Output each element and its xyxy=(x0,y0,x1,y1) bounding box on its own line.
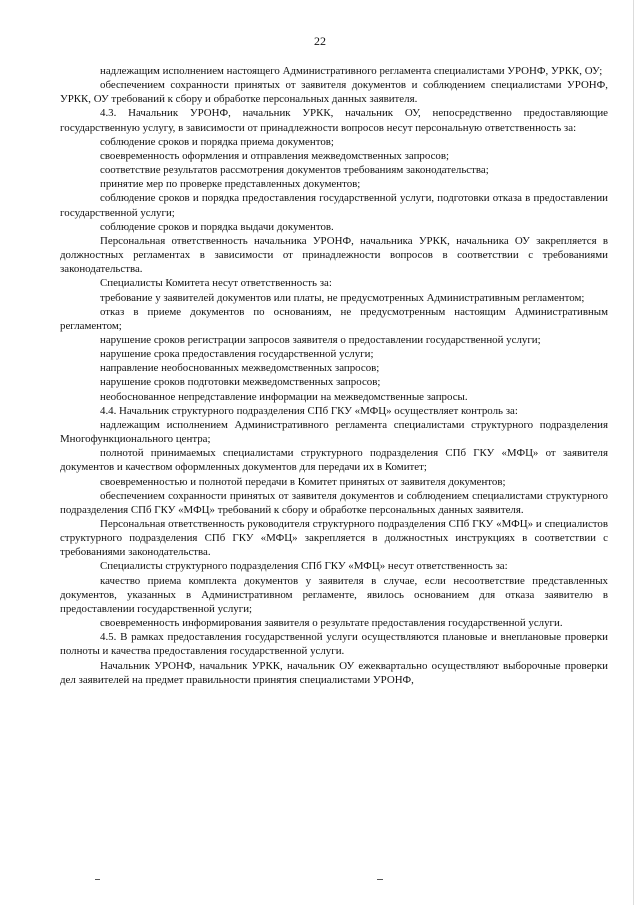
list-item: соблюдение сроков и порядка приема документов; xyxy=(100,135,334,148)
list-item: нарушение срока предоставления государственной услуги; xyxy=(100,348,374,361)
list-item: принятие мер по проверке представленных документов; xyxy=(100,178,361,191)
list-item: соответствие результатов рассмотрения документов требованиям законодательства; xyxy=(100,164,489,177)
document-body xyxy=(60,64,608,687)
list-item: необоснованное непредставление информации на межведомственные запросы. xyxy=(100,390,468,403)
list-item: своевременностью и полнотой передачи в Комитет принятых от заявителя документов; xyxy=(100,475,506,488)
list-item: соблюдение сроков и порядка выдачи документов. xyxy=(100,220,334,233)
list-item: качество приема комплекта документов у заявителя в случае, если несоответствие представленных документов, указанных в Административном регламенте, явилось основанием для отказа заявителю в предоставлении государственной услуги; xyxy=(60,574,608,615)
scan-mark-left xyxy=(95,879,100,880)
list-item: требование у заявителей документов или платы, не предусмотренных Административным регламентом; xyxy=(100,291,585,304)
paragraph: обеспечением сохранности принятых от заявителя документов и соблюдением специалистами УРОНФ, УРКК, ОУ требований к сбору и обработке персональных данных заявителя. xyxy=(60,79,608,106)
scan-mark-center xyxy=(377,879,383,880)
section-4-4: 4.4. Начальник структурного подразделения СПб ГКУ «МФЦ» осуществляет контроль за: xyxy=(100,404,518,417)
paragraph: Персональная ответственность начальника УРОНФ, начальника УРКК, начальника ОУ закрепляется в должностных регламентах в зависимости от принадлежности вопросов в соответствии с требованиями законодательства. xyxy=(60,234,608,276)
list-item: своевременность оформления и отправления межведомственных запросов; xyxy=(100,149,450,162)
page-number: 22 xyxy=(314,34,326,48)
list-item: направление необоснованных межведомственных запросов; xyxy=(100,362,380,375)
paragraph: Начальник УРОНФ, начальник УРКК, начальник ОУ ежеквартально осуществляют выборочные проверки дел заявителей на предмет правильности принятия специалистами УРОНФ, xyxy=(60,659,608,686)
list-item: полнотой принимаемых специалистами структурного подразделения СПб ГКУ «МФЦ» от заявителя документов и качеством оформленных документов для передачи их в Комитет; xyxy=(60,447,608,474)
list-item: соблюдение сроков и порядка предоставления государственной услуги, подготовки отказа в предоставлении государственной услуги; xyxy=(60,192,608,219)
section-4-3: 4.3. Начальник УРОНФ, начальник УРКК, начальник ОУ, непосредственно предоставляющие государственную услугу, в зависимости от принадлежности вопросов несут персональную ответственность за: xyxy=(60,107,608,134)
list-item: отказ в приеме документов по основаниям, не предусмотренным настоящим Административным регламентом; xyxy=(60,305,608,332)
paragraph: Персональная ответственность руководителя структурного подразделения СПб ГКУ «МФЦ» и специалистов структурного подразделения СПб ГКУ «МФЦ» закрепляется в должностных инструкциях в соответствии с требованиями законодательства. xyxy=(60,518,608,559)
paragraph: Специалисты Комитета несут ответственность за: xyxy=(100,277,332,290)
list-item: надлежащим исполнением Административного регламента специалистами структурного подразделения Многофункционального центра; xyxy=(60,418,608,446)
list-item: нарушение сроков подготовки межведомственных запросов; xyxy=(100,376,381,389)
scan-edge xyxy=(633,0,634,905)
list-item: своевременность информирования заявителя о результате предоставления государственной услуги. xyxy=(100,617,563,630)
paragraph: надлежащим исполнением настоящего Административного регламента специалистами УРОНФ, УРКК, ОУ; xyxy=(100,65,603,77)
list-item: нарушение сроков регистрации запросов заявителя о предоставлении государственной услуги; xyxy=(100,333,541,346)
paragraph: Специалисты структурного подразделения СПб ГКУ «МФЦ» несут ответственность за: xyxy=(100,560,508,573)
section-4-5: 4.5. В рамках предоставления государственной услуги осуществляются плановые и внеплановые проверки полноты и качества предоставления государственной услуги. xyxy=(60,631,608,658)
list-item: обеспечением сохранности принятых от заявителя документов и соблюдением специалистами структурного подразделения СПб ГКУ «МФЦ» требований к сбору и обработке персональных данных заявителя. xyxy=(60,489,608,516)
